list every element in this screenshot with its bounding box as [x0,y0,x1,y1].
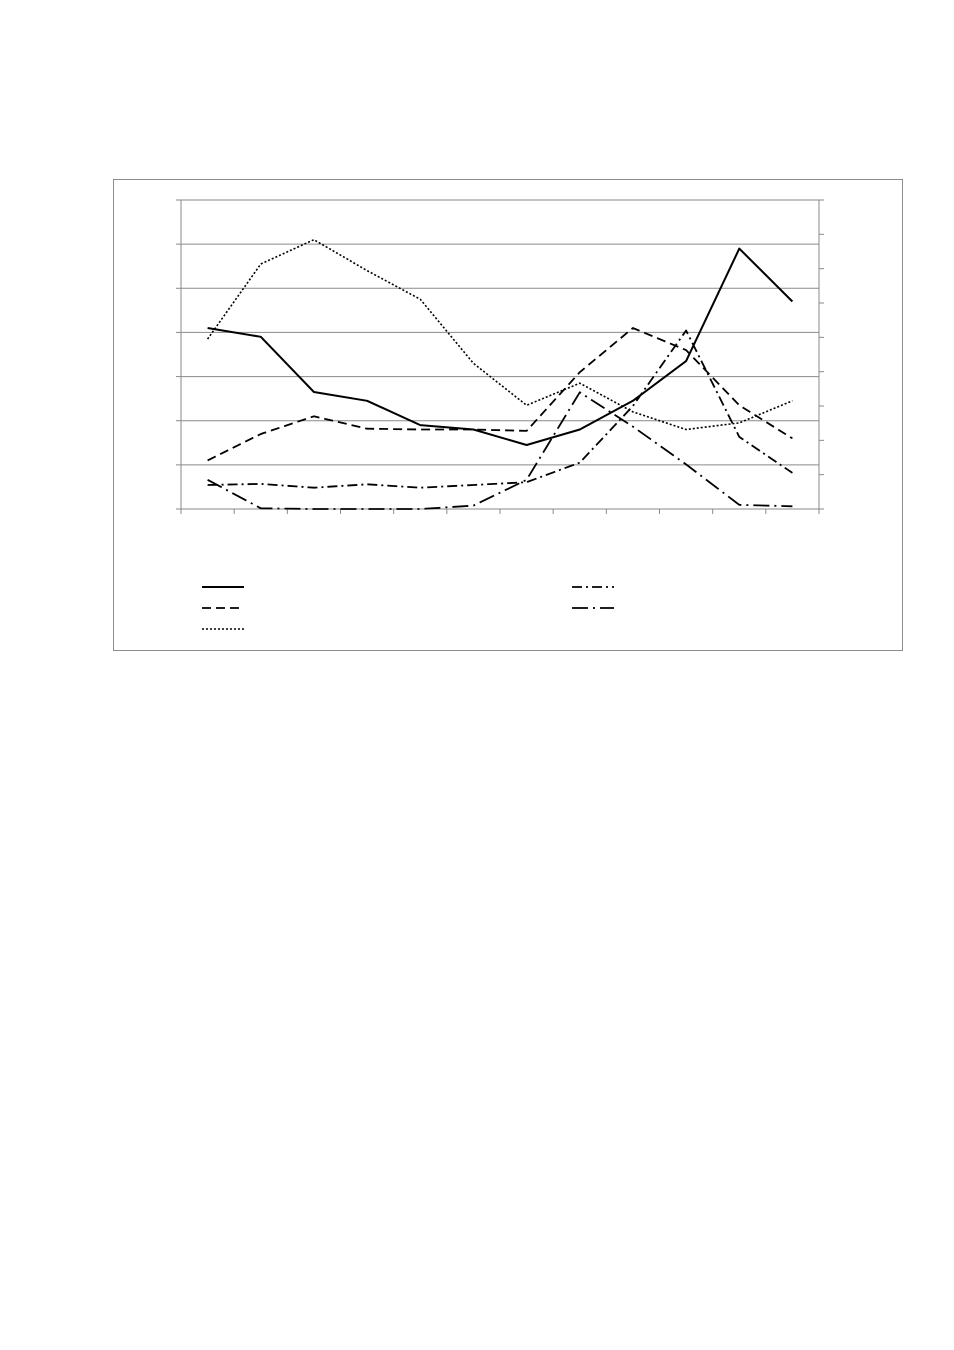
series-line-dotted [208,240,793,430]
gridlines [181,200,819,465]
axes [176,200,824,514]
line-chart [114,180,904,652]
chart-frame [113,179,903,651]
series-line-dash-dot [208,331,793,488]
series-line-dashed [208,328,793,460]
series-line-solid [208,249,793,445]
series-line-long-dash-dot [208,392,793,509]
series-lines [208,240,793,509]
legend [202,587,614,629]
